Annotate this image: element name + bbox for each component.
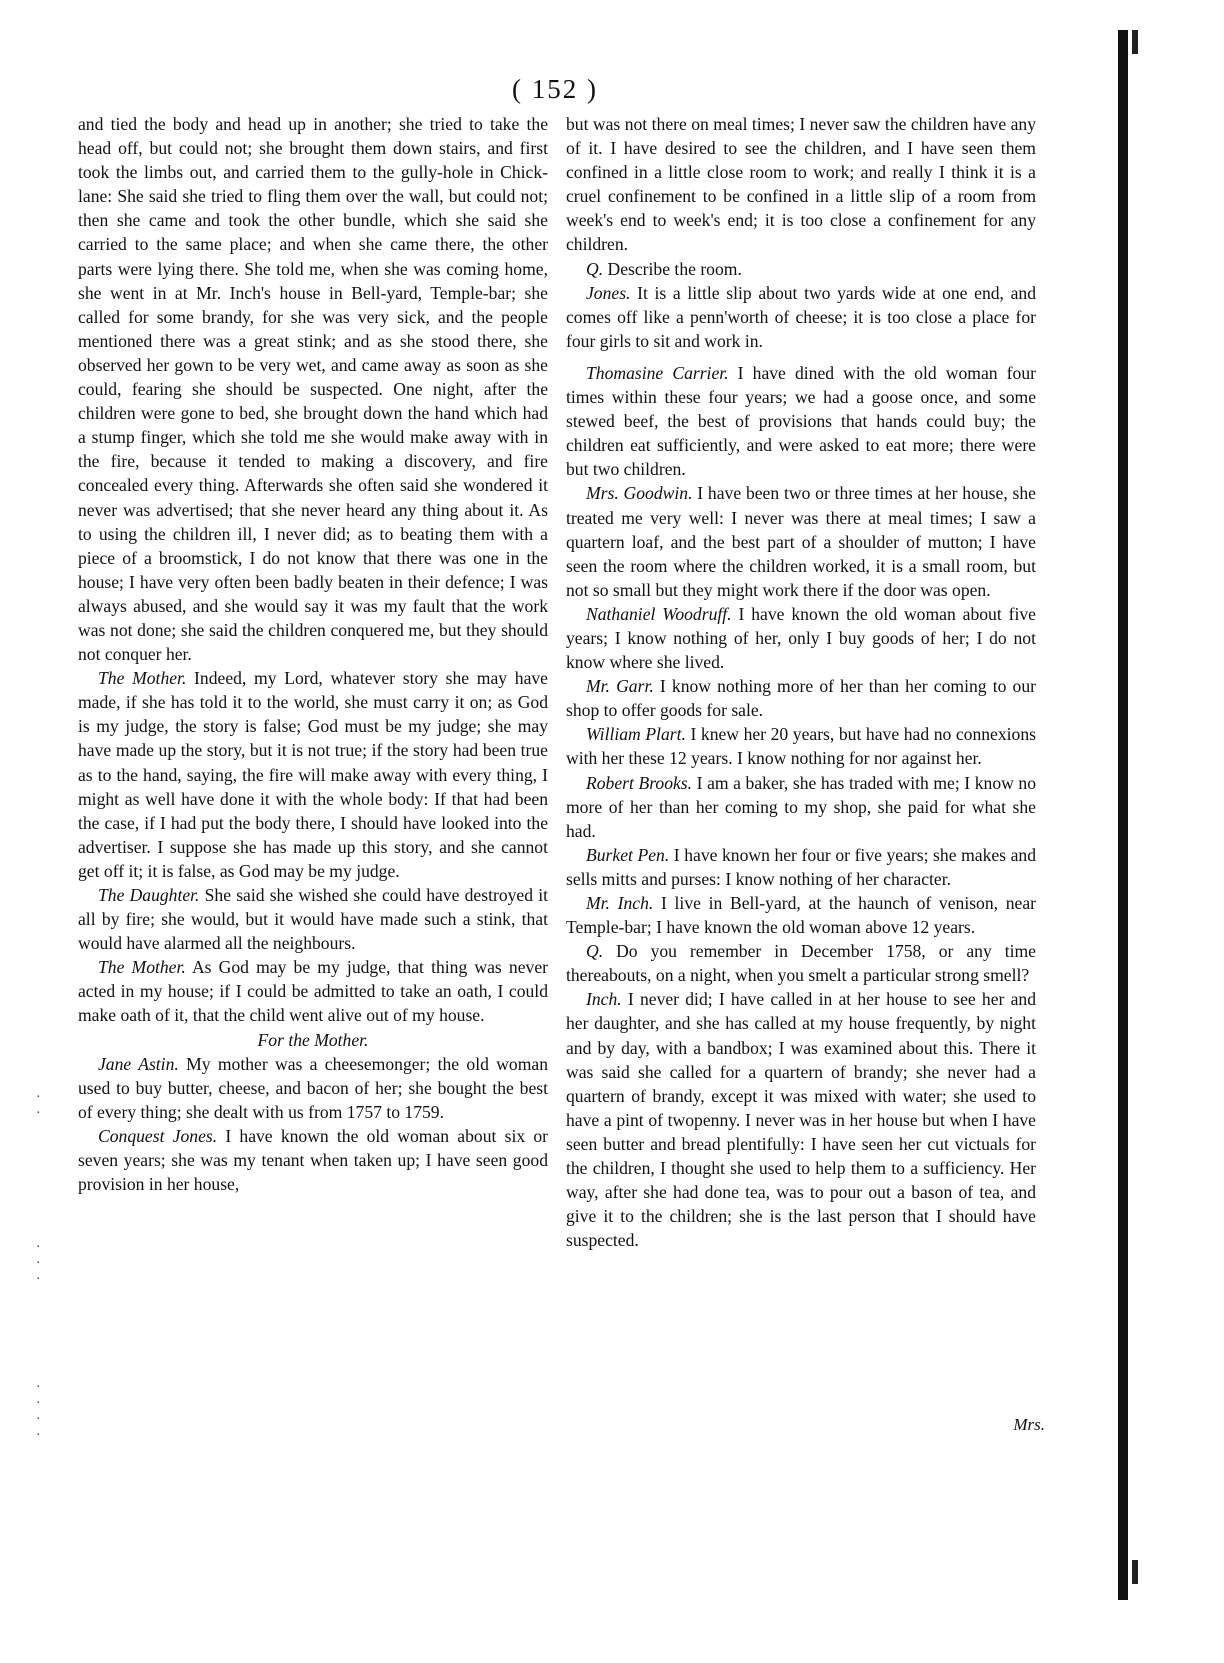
paragraph xyxy=(566,722,1036,770)
paragraph xyxy=(566,481,1036,601)
paragraph: but was not there on meal times; I never saw the children have any of it. I have desired to see the children, and I have seen them confined in a little close room to work; and really I think it is a cruel confinement to be confined in a little slip of a room from week's end to week's end; it is too close a confinement for any children. xyxy=(566,114,1036,255)
right-column xyxy=(566,112,1036,1252)
paragraph xyxy=(78,1052,548,1124)
speaker-name: William Plart. xyxy=(586,724,686,745)
speaker-name: Conquest Jones. xyxy=(98,1125,218,1146)
speech-text: As God may be my judge, that thing was never acted in my house; if I could be admitted to take an oath, I could make oath of it, that the child went alive out of my house. xyxy=(78,957,548,1026)
speech-text: I have known her four or five years; she makes and sells mitts and purses: I know nothing of her character. xyxy=(566,844,1036,889)
paragraph xyxy=(566,987,1036,1252)
margin-speck: · · · · xyxy=(36,1380,41,1443)
paragraph xyxy=(566,843,1036,891)
speech-text: I have known the old woman about six or seven years; she was my tenant when taken up; I have seen good provision in her house, xyxy=(78,1125,548,1195)
speaker-name: The Daughter. xyxy=(98,885,200,905)
paragraph xyxy=(566,674,1036,722)
paragraph xyxy=(566,771,1036,843)
paragraph xyxy=(78,1124,548,1196)
margin-speck: · · · xyxy=(36,1240,41,1287)
speech-text: I have dined with the old woman four times within these four years; we had a goose once, and some stewed beef, the best of provisions that hands could buy; the children eat sufficiently, and were asked to eat more; there were but two children. xyxy=(566,362,1036,480)
paragraph xyxy=(566,602,1036,674)
speech-text: I have known the old woman about five years; I know nothing of her, only I buy goods of her; I do not know where she lived. xyxy=(566,603,1036,673)
speaker-name: Jane Astin. xyxy=(98,1053,179,1074)
paragraph xyxy=(566,939,1036,987)
speaker-name: Burket Pen. xyxy=(586,844,670,865)
speech-text: I never did; I have called in at her house to see her and her daughter, and she has called at my house frequently, by night and by day, with a bandbox; I was examined about this. There it was said she called for a quartern of brandy; she never had a quartern of brandy, except it was mixed with water; she used to have a pint of twopenny. I never was in her house but when I have seen butter and bread plentifully: I have seen her cut victuals for the children, I thought she used to help them to a sufficiency. Her way, after she had done tea, was to pour out a bason of tea, and give it to the children; she is the last person that I should have suspected. xyxy=(566,989,1036,1251)
paragraph xyxy=(566,891,1036,939)
catchword: Mrs. xyxy=(1013,1415,1045,1434)
speech-text: I have been two or three times at her house, she treated me very well: I never was there at meal times; I saw a quartern loaf, and the best part of a shoulder of mutton; I have seen the room where the children worked, it is a small room, but not so small but they might work there if the door was open. xyxy=(566,483,1036,600)
speech-text: I knew her 20 years, but have had no connexions with her these 12 years. I know nothing for nor against her. xyxy=(566,724,1036,769)
speaker-name: Q. xyxy=(586,258,604,279)
speaker-name: Inch. xyxy=(586,989,622,1010)
speech-text: Do you remember in December 1758, or any time thereabouts, on a night, when you smelt a particular strong smell? xyxy=(566,941,1036,986)
edge-mark xyxy=(1132,1560,1138,1584)
paragraph xyxy=(566,257,1036,281)
page-number: ( 152 ) xyxy=(512,74,598,104)
section-heading: For the Mother. xyxy=(257,1029,369,1050)
speaker-name: Mrs. Goodwin. xyxy=(586,483,693,504)
edge-mark xyxy=(1132,30,1138,54)
speech-text: She said she wished she could have destroyed it all by fire; she would, but it would have made such a stink, that would have alarmed all the neighbours. xyxy=(78,885,548,954)
paragraph xyxy=(78,955,548,1027)
speaker-name: Robert Brooks. xyxy=(586,772,693,793)
speaker-name: Mr. Garr. xyxy=(586,676,654,697)
speech-text: Describe the room. xyxy=(603,258,742,279)
speaker-name: The Mother. xyxy=(98,668,187,689)
paragraph xyxy=(566,281,1036,353)
speaker-name: Q. xyxy=(586,941,604,962)
margin-speck: · · xyxy=(36,1090,41,1121)
speaker-name: The Mother. xyxy=(98,957,186,978)
paragraph xyxy=(78,666,548,883)
speech-text: I live in Bell-yard, at the haunch of venison, near Temple-bar; I have known the old woman above 12 years. xyxy=(566,893,1037,938)
speaker-name: Jones. xyxy=(586,282,631,303)
left-column xyxy=(78,112,548,1196)
speech-text: Indeed, my Lord, whatever story she may have made, if she has told it to the world, she must carry it on; as God is my judge, the story is false; God must be my judge; she may have made up the story, but it is not true; if the story had been true as to the hand, saying, the fire will make away with every thing, I might as well have done it with the whole body: If that had been the case, if I had put the body there, I should have looked into the advertiser. I suppose she has made up this story, and she cannot get off it; it is false, as God may be my judge. xyxy=(78,668,548,881)
speaker-name: Mr. Inch. xyxy=(586,893,654,913)
page-edge-shadow xyxy=(1118,30,1128,1600)
speech-text: I am a baker, she has traded with me; I know no more of her than her coming to my shop, she paid for what she had. xyxy=(566,772,1037,841)
speech-text: It is a little slip about two yards wide at one end, and comes off like a penn'worth of cheese; it is too close a place for four girls to sit and work in. xyxy=(566,282,1036,351)
speaker-name: Thomasine Carrier. xyxy=(586,362,729,383)
speech-text: I know nothing more of her than her coming to our shop to offer goods for sale. xyxy=(566,676,1036,721)
paragraph xyxy=(566,361,1036,481)
speaker-name: Nathaniel Woodruff. xyxy=(586,603,732,624)
paragraph: and tied the body and head up in another; she tried to take the head off, but could not; she brought them down stairs, and first took the limbs out, and carried them to the gully-hole in Chick-lane: She said she tried to fling them over the wall, but could not; then she came and took the other bundle, which she said she carried to the same place; and when she came there, the other parts were lying there. She told me, when she was coming home, she went in at Mr. Inch's house in Bell-yard, Temple-bar; she called for some brandy, for she was very sick, and the people mentioned there was a great stink; and as she stood there, she observed her gown to be very wet, and came away as soon as she could, fearing she should be suspected. One night, after the children were gone to bed, she brought down the hand which had a stump finger, which she told me she would make away with in the fire, because it tended to making a discovery, and fire concealed every thing. Afterwards she often said she wondered it never was advertised; that she never heard any thing about it. As to using the children ill, I never did; as to beating them with a piece of a broomstick, I do not know that there was one in the house; I have very often been badly beaten in their defence; I was always abused, and she would say it was my fault that the work was not done; she said the children conquered me, but they should not conquer her. xyxy=(78,114,548,665)
paragraph xyxy=(78,883,548,955)
speech-text: My mother was a cheesemonger; the old woman used to buy butter, cheese, and bacon of her; she bought the best of every thing; she dealt with us from 1757 to 1759. xyxy=(78,1053,548,1122)
